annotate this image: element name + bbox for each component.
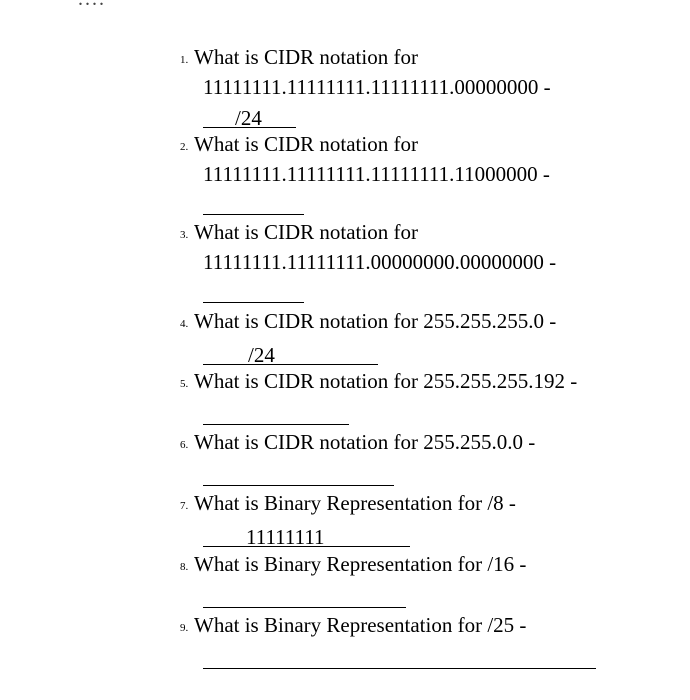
answer-blank[interactable] xyxy=(203,341,378,365)
answer-blank[interactable] xyxy=(203,523,410,547)
question-value: 11111111.11111111.11111111.00000000 - xyxy=(203,75,551,99)
question-prompt: What is CIDR notation for 255.255.0.0 - xyxy=(194,430,536,454)
question-4 xyxy=(180,308,650,365)
question-number: 2. xyxy=(180,141,189,153)
answer-blank[interactable] xyxy=(203,462,394,486)
cropped-header-text xyxy=(78,0,106,11)
answer-blank[interactable] xyxy=(203,645,596,669)
question-number: 9. xyxy=(180,622,189,634)
question-prompt: What is Binary Representation for /8 - xyxy=(194,491,516,515)
question-prompt: What is Binary Representation for /16 - xyxy=(194,552,527,576)
question-5 xyxy=(180,368,650,425)
question-number: 6. xyxy=(180,439,189,451)
question-6 xyxy=(180,429,650,486)
question-prompt: What is CIDR notation for xyxy=(194,132,418,156)
answer-text: /24 xyxy=(248,343,275,367)
question-value: 11111111.11111111.00000000.00000000 - xyxy=(203,250,557,274)
answer-blank[interactable] xyxy=(203,279,304,303)
question-value: 11111111.11111111.11111111.11000000 - xyxy=(203,162,550,186)
question-2 xyxy=(180,131,650,215)
question-number: 3. xyxy=(180,229,189,241)
question-prompt: What is Binary Representation for /25 - xyxy=(194,613,527,637)
question-prompt: What is CIDR notation for 255.255.255.192 - xyxy=(194,369,578,393)
question-7 xyxy=(180,490,650,547)
answer-blank[interactable] xyxy=(203,191,304,215)
question-prompt: What is CIDR notation for 255.255.255.0 - xyxy=(194,309,557,333)
answer-text: /24 xyxy=(235,106,262,130)
question-number: 8. xyxy=(180,561,189,573)
question-number: 7. xyxy=(180,500,189,512)
question-3 xyxy=(180,219,650,303)
question-number: 5. xyxy=(180,378,189,390)
answer-blank[interactable] xyxy=(203,104,296,128)
question-prompt: What is CIDR notation for xyxy=(194,45,418,69)
question-number: 1. xyxy=(180,54,189,66)
question-1 xyxy=(180,44,650,128)
answer-blank[interactable] xyxy=(203,584,406,608)
question-9 xyxy=(180,612,650,669)
question-number: 4. xyxy=(180,318,189,330)
answer-blank[interactable] xyxy=(203,401,349,425)
question-8 xyxy=(180,551,650,608)
answer-text: 11111111 xyxy=(246,525,325,549)
question-prompt: What is CIDR notation for xyxy=(194,220,418,244)
